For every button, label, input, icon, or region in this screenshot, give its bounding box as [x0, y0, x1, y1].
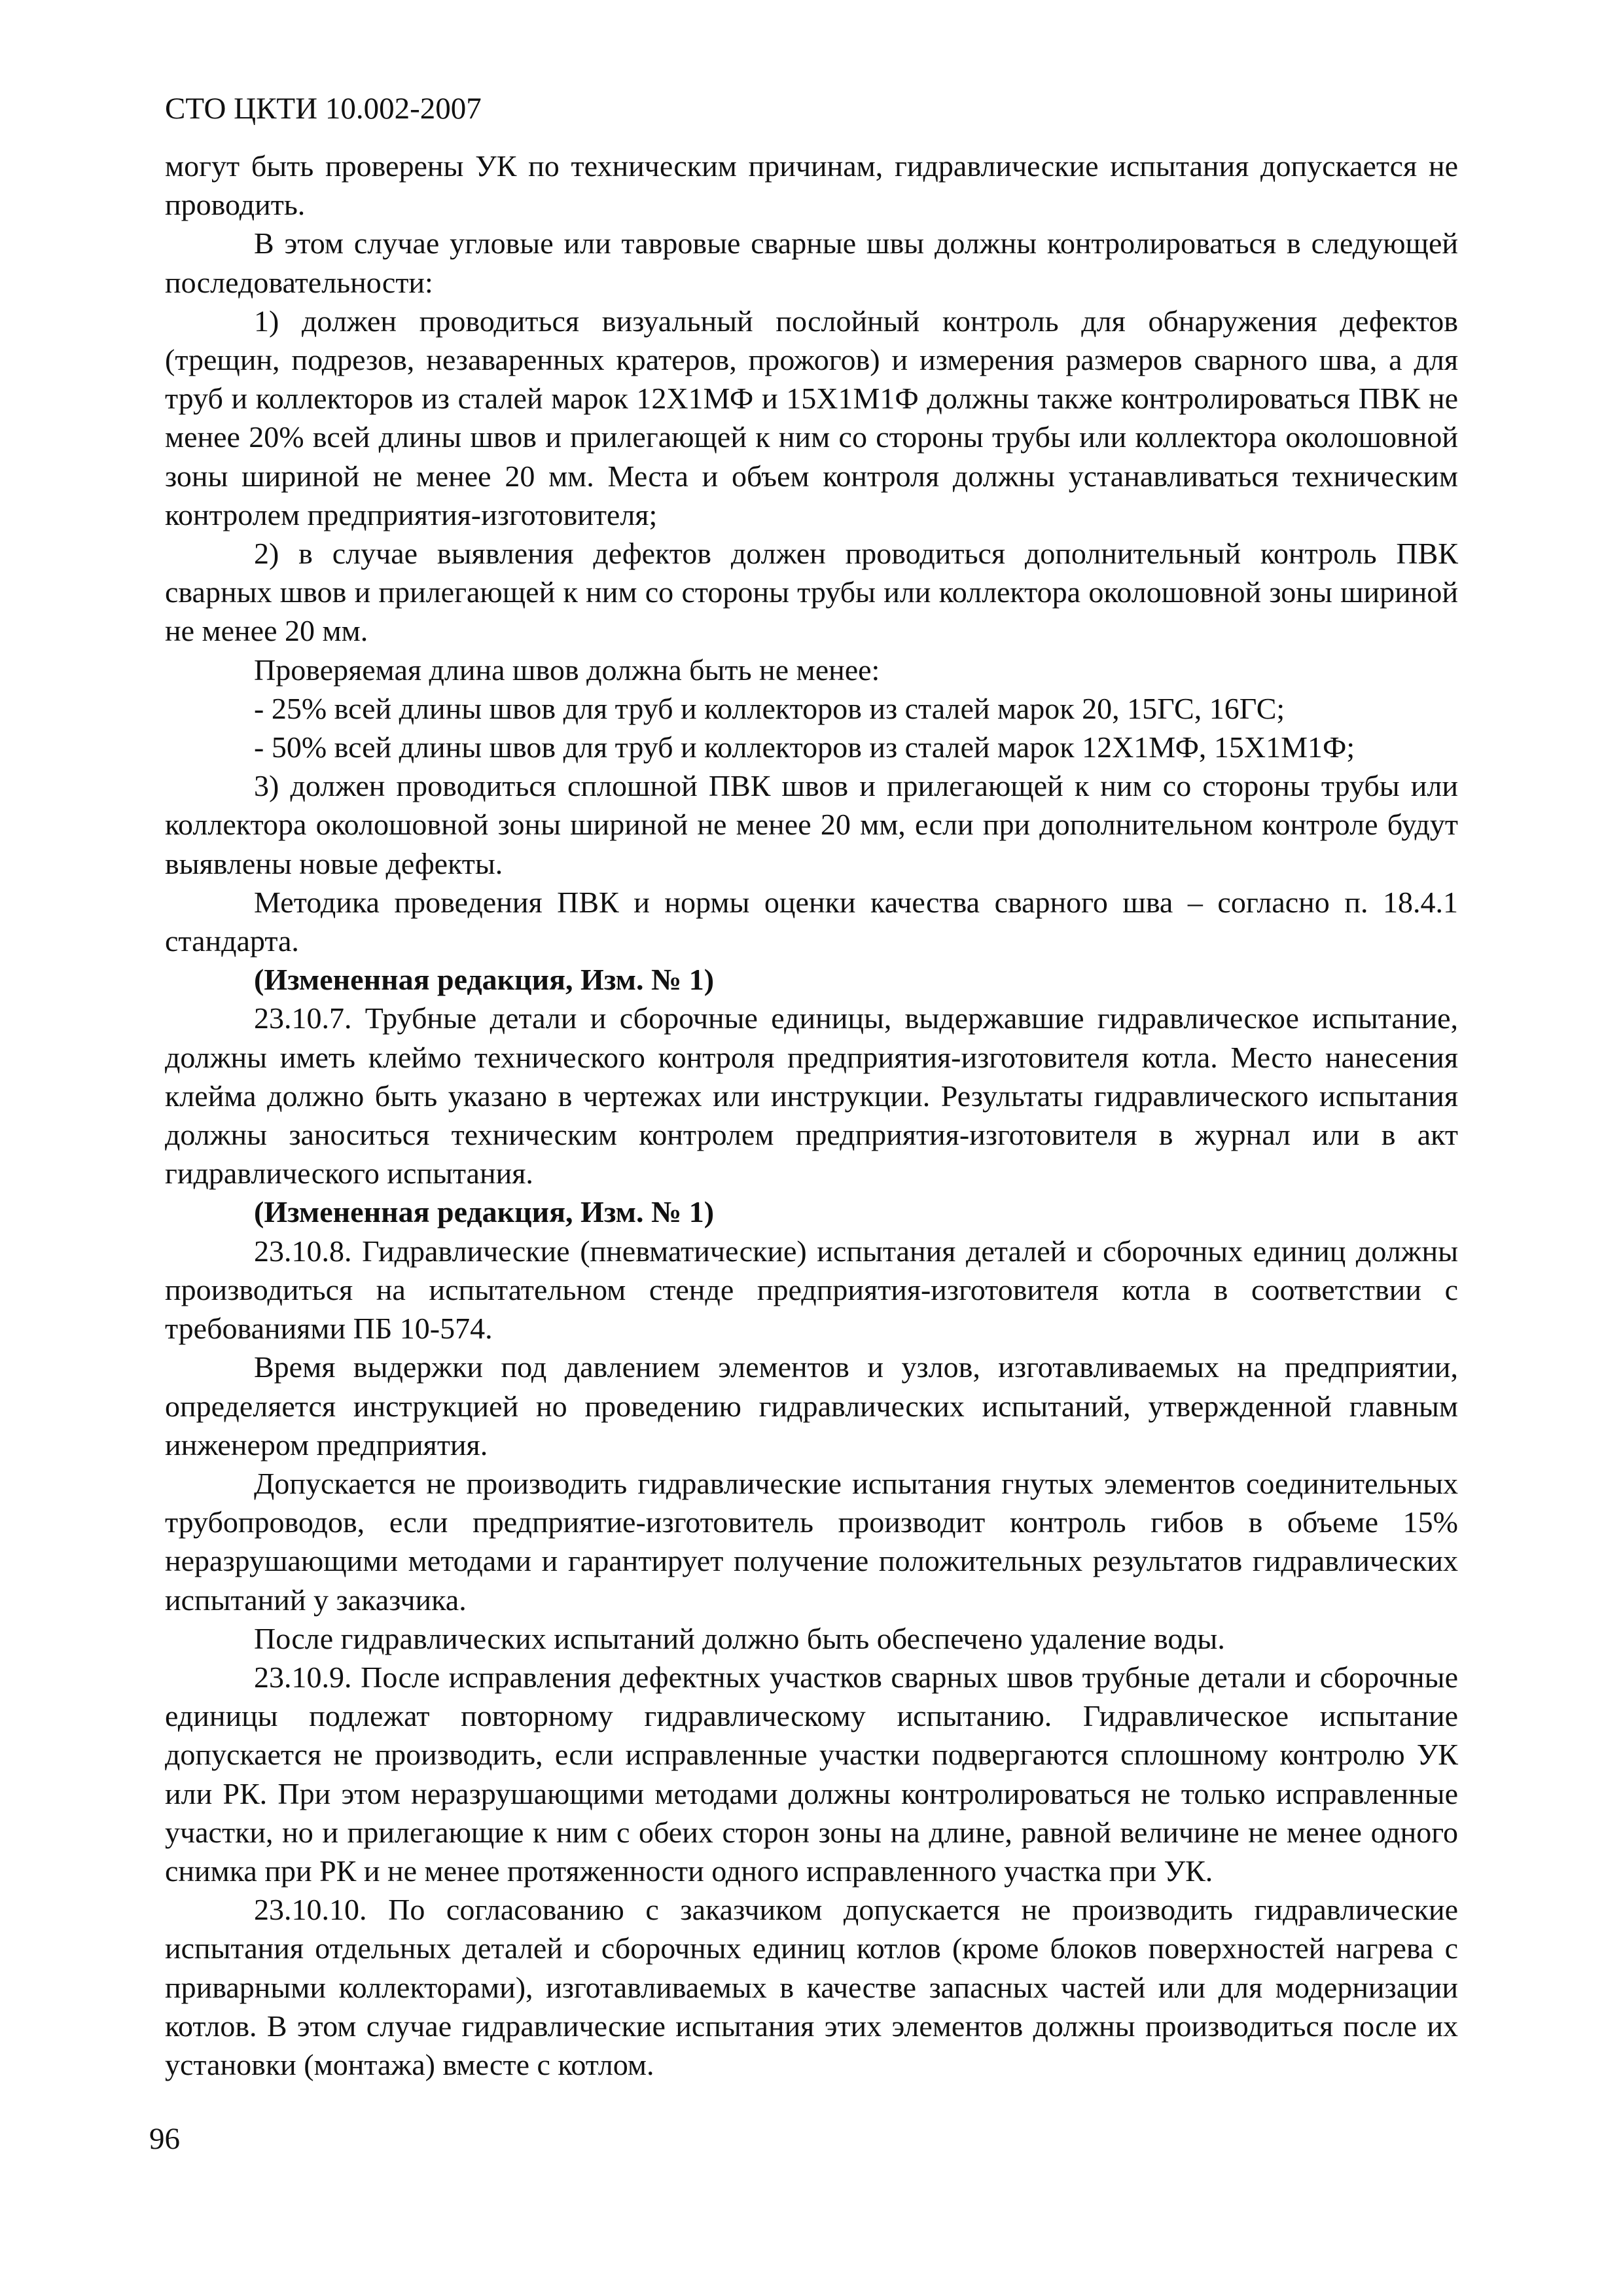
amendment-note: (Измененная редакция, Изм. № 1)	[254, 963, 715, 997]
paragraph-continuation: могут быть проверены УК по техническим причинам, гидравлические испытания допускается не проводить.	[165, 149, 1458, 222]
clause-23-10-7: 23.10.7. Трубные детали и сборочные единицы, выдержавшие гидравлическое испытание, должны иметь клеймо технического контроля предприятия-изготовителя котла. Место нанесения клейма должно быть указано в чертежах или инструкции. Результаты гидравлического испытания должны заноситься техническим контролем предприятия-изготовителя в журнал или в акт гидравлического испытания.	[165, 1001, 1458, 1191]
paragraph: Проверяемая длина швов должна быть не менее:	[254, 653, 880, 687]
amendment-note: (Измененная редакция, Изм. № 1)	[254, 1195, 715, 1229]
document-code-header: СТО ЦКТИ 10.002-2007	[165, 92, 482, 126]
paragraph: Допускается не производить гидравлические испытания гнутых элементов соединительных трубопроводов, если предприятие-изготовитель производит контроль гибов в объеме 15% неразрушающими методами и гарантирует получение положительных результатов гидравлических испытаний у заказчика.	[165, 1466, 1458, 1617]
dash-item: - 25% всей длины швов для труб и коллекторов из сталей марок 20, 15ГС, 16ГС;	[254, 691, 1285, 725]
paragraph: После гидравлических испытаний должно быть обеспечено удаление воды.	[254, 1621, 1225, 1655]
document-body	[165, 147, 1458, 2084]
paragraph: Методика проведения ПВК и нормы оценки качества сварного шва – согласно п. 18.4.1 стандарта.	[165, 885, 1458, 958]
list-item-2: 2) в случае выявления дефектов должен проводиться дополнительный контроль ПВК сварных швов и прилегающей к ним со стороны трубы или коллектора околошовной зоны шириной не менее 20 мм.	[165, 537, 1458, 648]
clause-23-10-9: 23.10.9. После исправления дефектных участков сварных швов трубные детали и сборочные единицы подлежат повторному гидравлическому испытанию. Гидравлическое испытание допускается не производить, если исправленные участки подвергаются сплошному контролю УК или РК. При этом неразрушающими методами должны контролироваться не только исправленные участки, но и прилегающие к ним с обеих сторон зоны на длине, равной величине не менее одного снимка при РК и не менее протяженности одного исправленного участка при УК.	[165, 1660, 1458, 1888]
page-number: 96	[149, 2122, 180, 2156]
clause-23-10-8: 23.10.8. Гидравлические (пневматические) испытания деталей и сборочных единиц должны производиться на испытательном стенде предприятия-изготовителя котла в соответствии с требованиями ПБ 10-574.	[165, 1234, 1458, 1346]
clause-23-10-10: 23.10.10. По согласованию с заказчиком допускается не производить гидравлические испытания отдельных деталей и сборочных единиц котлов (кроме блоков поверхностей нагрева с приварными коллекторами), изготавливаемых в качестве запасных частей или для модернизации котлов. В этом случае гидравлические испытания этих элементов должны производиться после их установки (монтажа) вместе с котлом.	[165, 1893, 1458, 2081]
paragraph: Время выдержки под давлением элементов и узлов, изготавливаемых на предприятии, определяется инструкцией но проведению гидравлических испытаний, утвержденной главным инженером предприятия.	[165, 1350, 1458, 1462]
paragraph: В этом случае угловые или тавровые сварные швы должны контролироваться в следующей последовательности:	[165, 226, 1458, 299]
list-item-3: 3) должен проводиться сплошной ПВК швов и прилегающей к ним со стороны трубы или коллектора околошовной зоны шириной не менее 20 мм, если при дополнительном контроле будут выявлены новые дефекты.	[165, 769, 1458, 880]
list-item-1: 1) должен проводиться визуальный послойный контроль для обнаружения дефектов (трещин, подрезов, незаваренных кратеров, прожогов) и измерения размеров сварного шва, а для труб и коллекторов из сталей марок 12Х1МФ и 15Х1М1Ф должны также контролироваться ПВК не менее 20% всей длины швов и прилегающей к ним со стороны трубы или коллектора околошовной зоны шириной не менее 20 мм. Места и объем контроля должны устанавливаться техническим контролем предприятия-изготовителя;	[165, 304, 1458, 531]
dash-item: - 50% всей длины швов для труб и коллекторов из сталей марок 12Х1МФ, 15Х1М1Ф;	[254, 730, 1355, 764]
